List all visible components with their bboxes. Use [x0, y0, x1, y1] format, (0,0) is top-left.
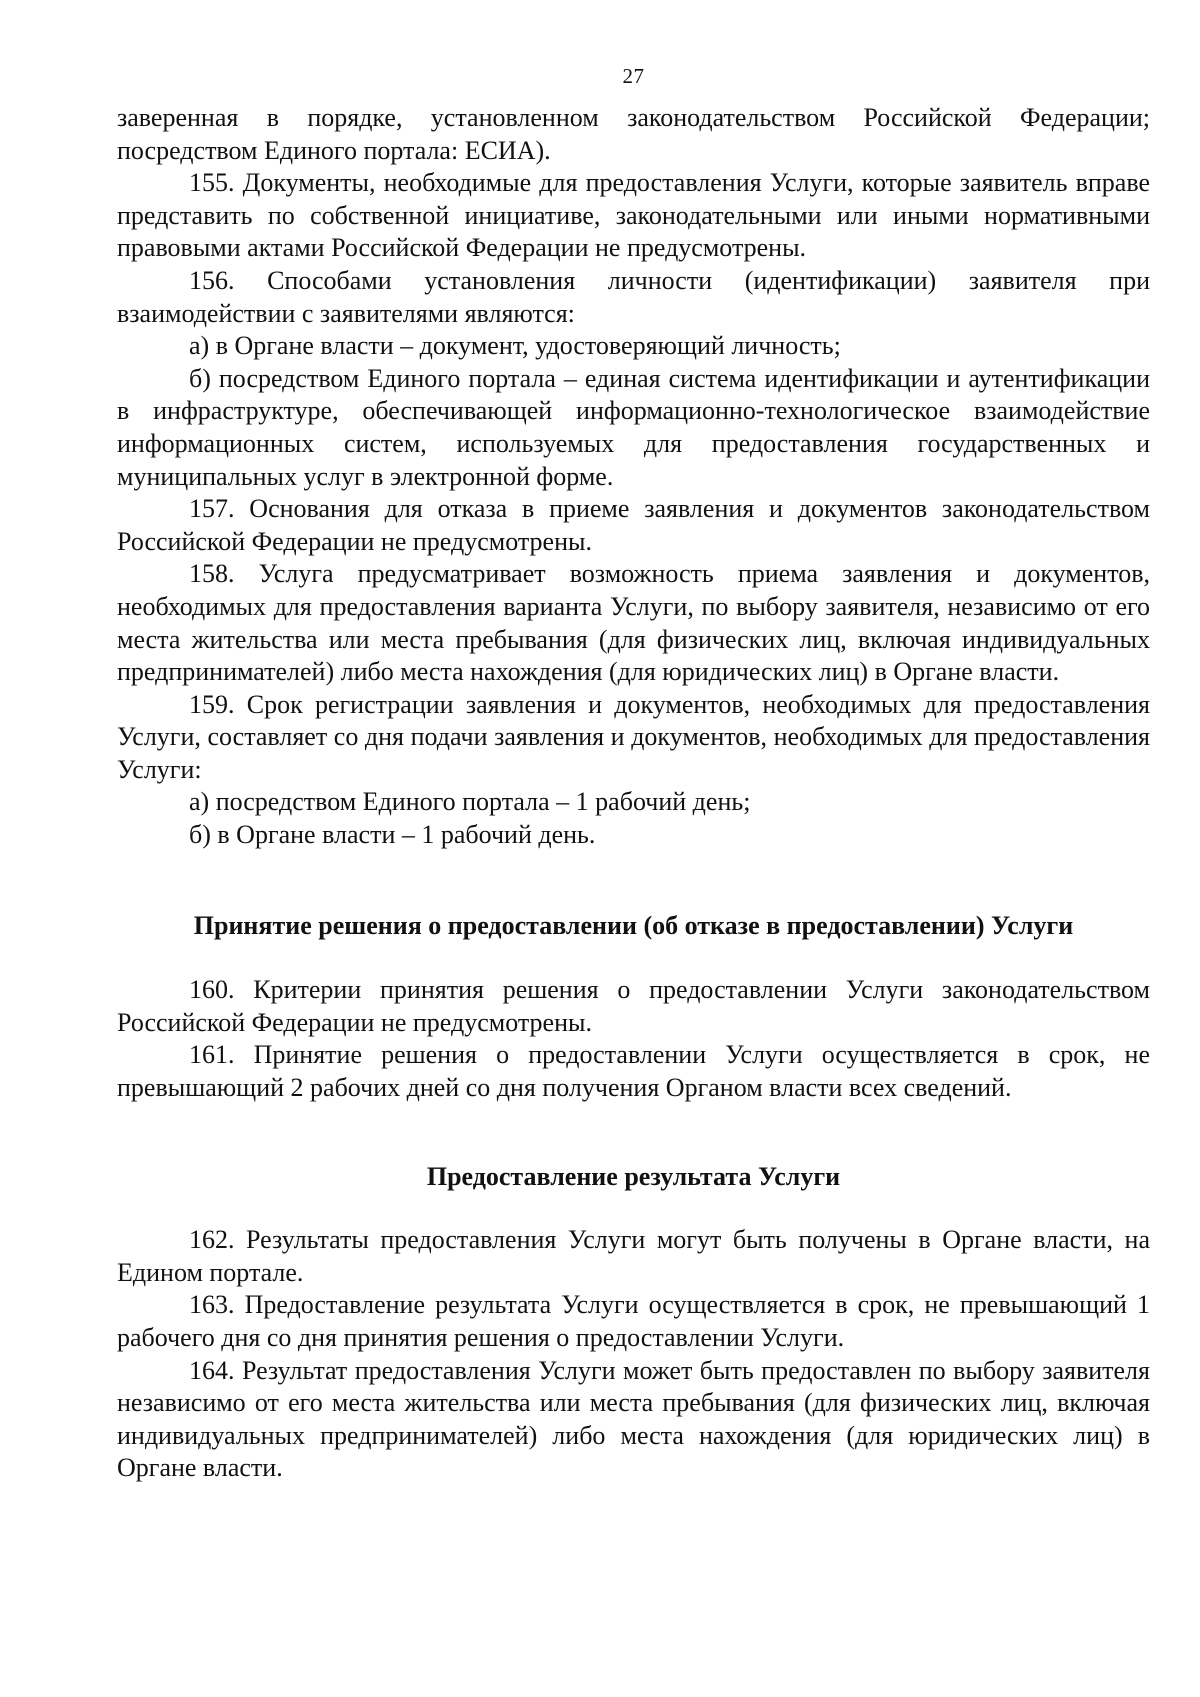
paragraph: а) в Органе власти – документ, удостоверяющий личность;	[189, 331, 841, 361]
paragraph: 160. Критерии принятия решения о предоставлении Услуги законодательством Российской Федерации не предусмотрены.	[117, 975, 1150, 1037]
paragraph: а) посредством Единого портала – 1 рабочий день;	[189, 787, 751, 817]
page-number: 27	[622, 64, 645, 88]
paragraph: 156. Способами установления личности (идентификации) заявителя при взаимодействии с заявителями являются:	[117, 265, 1150, 328]
paragraph: б) посредством Единого портала – единая система идентификации и аутентификации в инфраструктуре, обеспечивающей информационно-технологическое взаимодействие информационных систем, используемых для предоставления государственных и муниципальных услуг в электронной форме.	[117, 363, 1150, 491]
paragraph: 161. Принятие решения о предоставлении Услуги осуществляется в срок, не превышающий 2 рабочих дней со дня получения Органом власти всех сведений.	[117, 1040, 1150, 1103]
paragraph: 162. Результаты предоставления Услуги могут быть получены в Органе власти, на Едином портале.	[117, 1225, 1150, 1287]
paragraph: 157. Основания для отказа в приеме заявления и документов законодательством Российской Федерации не предусмотрены.	[117, 494, 1150, 556]
paragraph: 159. Срок регистрации заявления и документов, необходимых для предоставления Услуги, составляет со дня подачи заявления и документов, необходимых для предоставления Услуги:	[117, 689, 1150, 784]
section-result	[117, 1224, 1150, 1485]
paragraph: 158. Услуга предусматривает возможность приема заявления и документов, необходимых для предоставления варианта Услуги, по выбору заявителя, независимо от его места жительства или места пребывания (для физических лиц, включая индивидуальных предпринимателей) либо места нахождения (для юридических лиц) в Органе власти.	[117, 559, 1150, 687]
section-heading-result: Предоставление результата Услуги	[426, 1161, 841, 1191]
paragraph: заверенная в порядке, установленном законодательством Российской Федерации; посредством Единого портала: ЕСИА).	[117, 103, 1150, 165]
document-body	[117, 102, 1150, 1485]
paragraph: 155. Документы, необходимые для предоставления Услуги, которые заявитель вправе представить по собственной инициативе, законодательными или иными нормативными правовыми актами Российской Федерации не предусмотрены.	[117, 168, 1150, 263]
section-heading-decision: Принятие решения о предоставлении (об отказе в предоставлении) Услуги	[193, 910, 1074, 940]
section-intake	[117, 102, 1150, 852]
section-decision	[117, 974, 1150, 1104]
paragraph: 163. Предоставление результата Услуги осуществляется в срок, не превышающий 1 рабочего дня со дня принятия решения о предоставлении Услуги.	[117, 1290, 1150, 1352]
paragraph: б) в Органе власти – 1 рабочий день.	[189, 820, 596, 850]
paragraph: 164. Результат предоставления Услуги может быть предоставлен по выбору заявителя независимо от его места жительства или места пребывания (для физических лиц, включая индивидуальных предпринимателей) либо места нахождения (для юридических лиц) в Органе власти.	[117, 1355, 1150, 1483]
document-page	[117, 62, 1150, 1485]
